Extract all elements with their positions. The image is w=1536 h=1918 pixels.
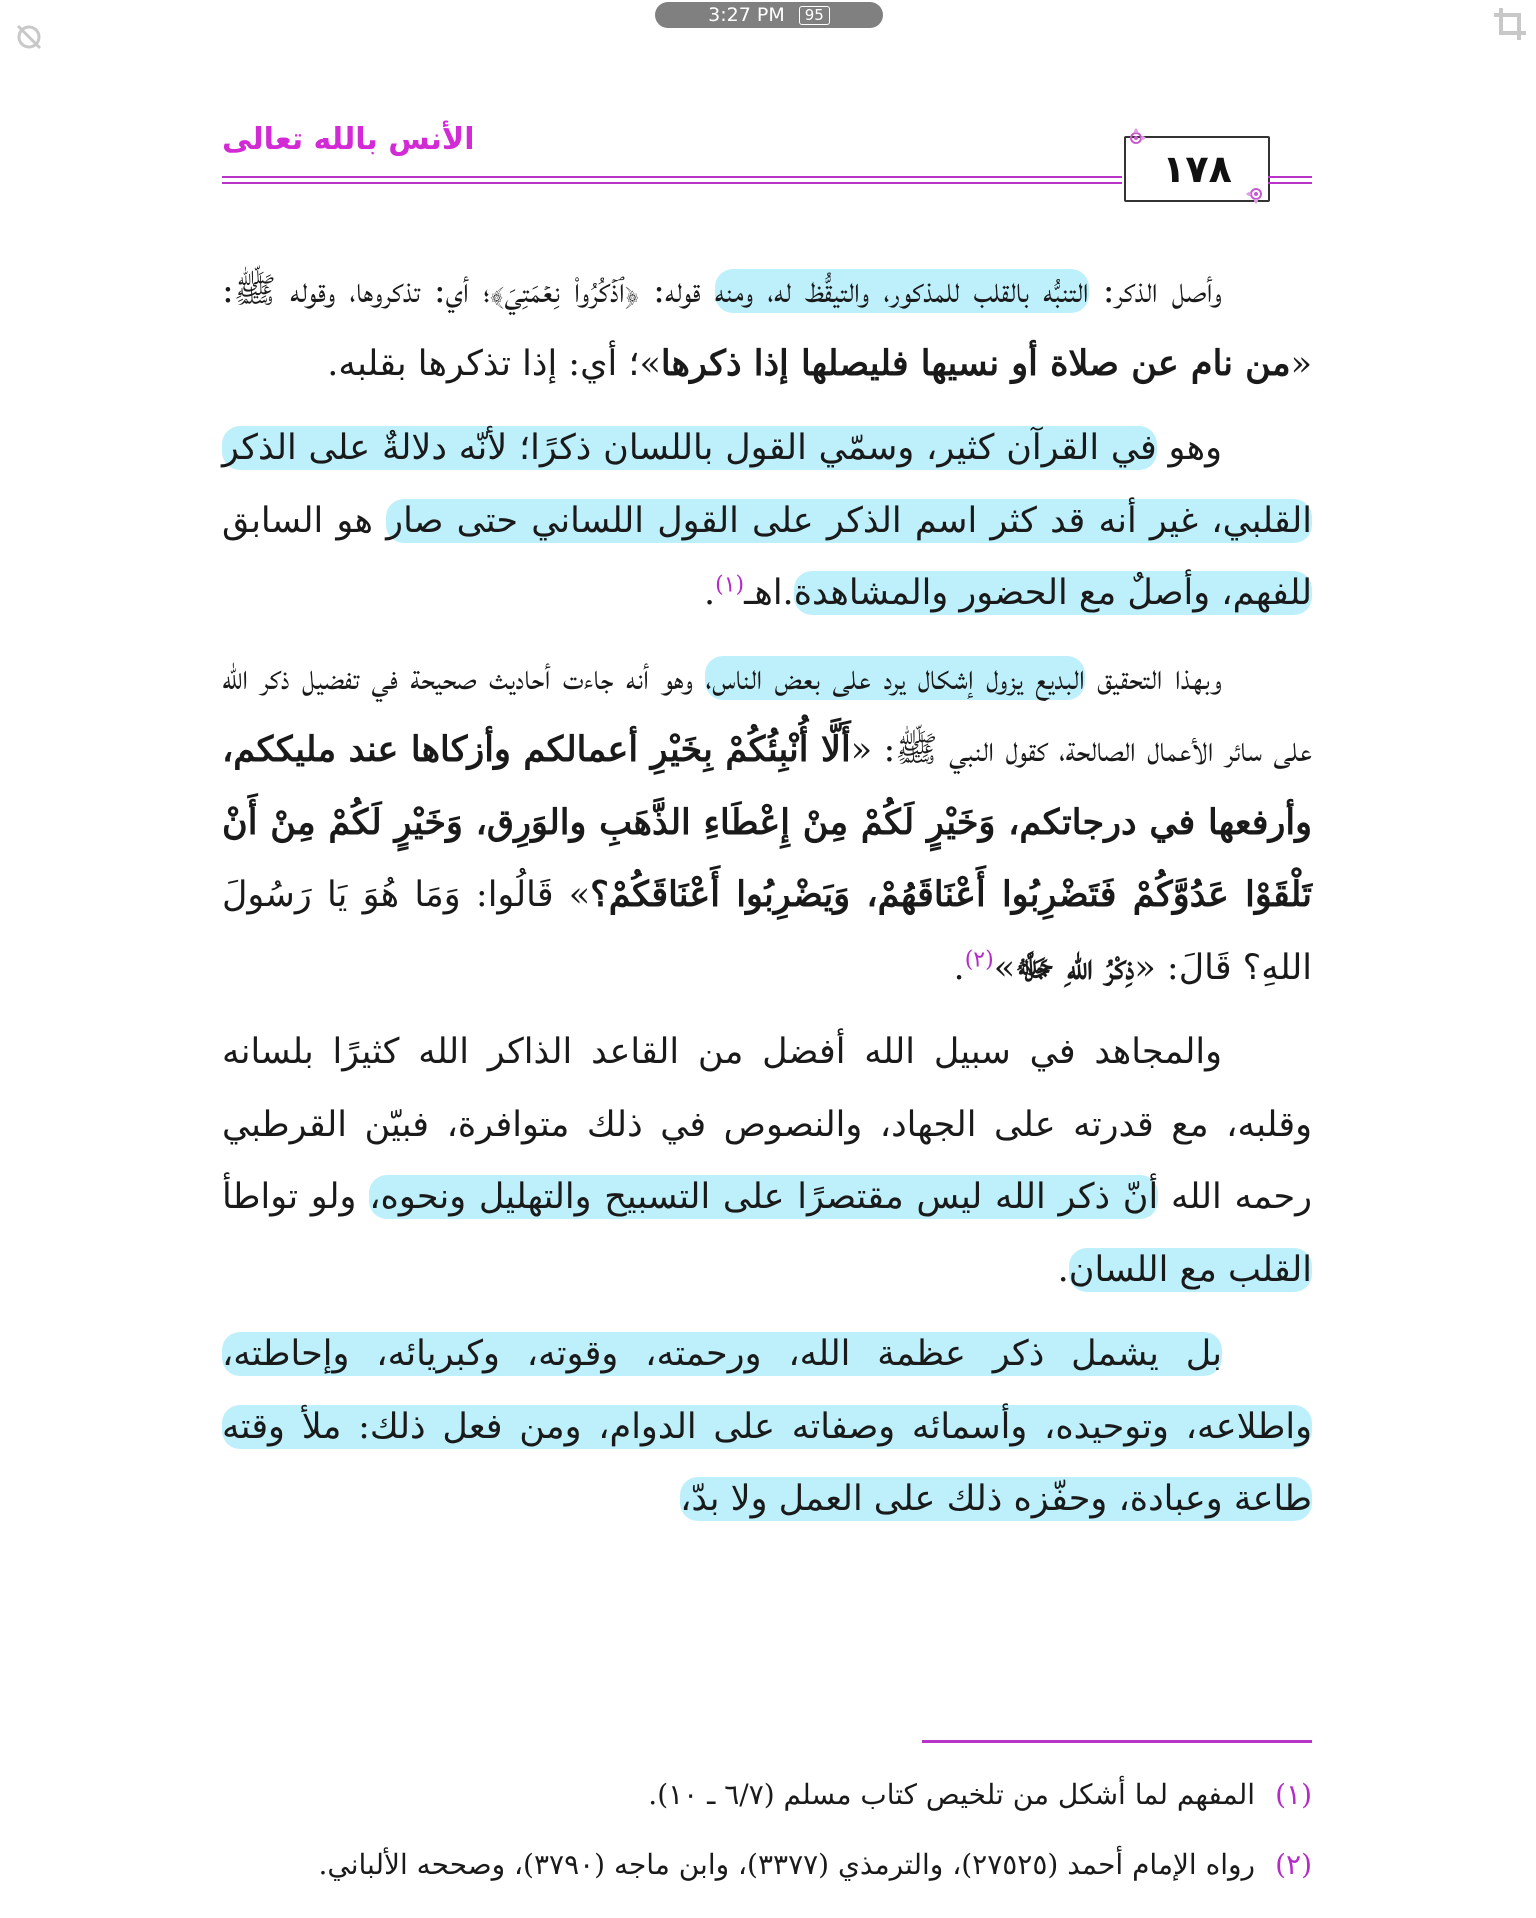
highlight: في القرآن كثير، وسمّي القول باللسان ذكرًا؛ لأنّه دلالةٌ على الذكر القلبي، غير أنه قد كثر اسم الذكر على القول اللساني حتى صار: [222, 428, 1313, 541]
hadith-text: من نام عن صلاة أو نسيها فليصلها إذا ذكرها: [660, 342, 1291, 384]
highlight: أنّ ذكر الله ليس مقتصرًا على التسبيح والتهليل ونحوه،: [369, 1177, 1159, 1217]
crop-icon[interactable]: [1492, 6, 1528, 42]
header-rule: [222, 176, 1122, 178]
paragraph: وأصل الذكر: التنبُّه بالقلب للمذكور، والتيقُّظ له، ومنه قوله: ﴿ٱذۡكُرُواْ نِعۡمَتِيَ﴾؛ أي: تذكروها، وقوله ﷺ: «من نام عن صلاة أو نسيها فليصلها إذا ذكرها»؛ أي: إذا تذكرها بقلبه.: [222, 271, 1312, 384]
header-rule: [1268, 182, 1312, 184]
hadith-text: ذِكْرُ اللهِ ﷻ: [1015, 946, 1135, 988]
highlight: القلب مع اللسان: [1068, 1249, 1312, 1290]
do-not-disturb-icon[interactable]: [12, 20, 46, 54]
highlight: للفهم، وأصلٌ مع الحضور والمشاهدة: [793, 573, 1312, 613]
footnote-ref[interactable]: (٢): [964, 946, 994, 972]
book-title: الأنس بالله تعالى: [222, 122, 475, 157]
paragraph: وبهذا التحقيق البديع يزول إشكال يرد على بعض الناس، وهو أنه جاءت أحاديث صحيحة في تفضيل ذكر الله على سائر الأعمال الصالحة، كقول النبي ﷺ: «أَلَّا أُنْبِئُكُمْ بِخَيْرِ أعمالكم وأزكاها عند مليككم، وأرفعها في درجاتكم، وَخَيْرٍ لَكُمْ مِنْ إِعْطَاءِ الذَّهَبِ والوَرِق، وَخَيْرٍ لَكُمْ مِنْ أَنْ تَلْقَوْا عَدُوَّكُمْ فَتَضْرِبُوا أَعْنَاقَهُمْ، وَيَضْرِبُوا أَعْنَاقَكُمْ؟» قَالُوا: وَمَا هُوَ يَا رَسُولَ اللهِ؟ قَالَ: «ذِكْرُ اللهِ ﷻ»$^{(٢)}$.: [222, 657, 1312, 988]
header-rule: [222, 182, 1122, 184]
flower-ornament-icon: [1244, 182, 1268, 206]
highlight: التنبُّه بالقلب للمذكور، والتيقُّظ له، ومنه: [714, 271, 1089, 311]
footnote-text: رواه الإمام أحمد (٢٧٥٢٥)، والترمذي (٣٣٧٧)، وابن ماجه (٣٧٩٠)، وصححه الألباني.: [318, 1848, 1256, 1881]
battery-indicator: 95: [799, 6, 830, 25]
paragraph: وهو في القرآن كثير، وسمّي القول باللسان ذكرًا؛ لأنّه دلالةٌ على الذكر القلبي، غير أنه قد كثر اسم الذكر على القول اللساني حتى صار هو السابق للفهم، وأصلٌ مع الحضور والمشاهدة.اهـ$^{(١)}$.: [222, 428, 1313, 613]
page-number: ١٧٨: [1124, 136, 1270, 202]
status-bar: [655, 2, 883, 28]
footnote: [222, 1762, 1312, 1828]
page-body: [222, 255, 1312, 1548]
status-time: 3:27 PM: [708, 4, 785, 26]
footnote-text: المفهم لما أشكل من تلخيص كتاب مسلم (٦/٧ ـ ١٠).: [648, 1778, 1256, 1811]
footnote: [222, 1832, 1312, 1898]
footnotes: [222, 1762, 1312, 1902]
highlight: بل يشمل ذكر عظمة الله، ورحمته، وقوته، وكبريائه، وإحاطته، واطلاعه، وتوحيده، وأسمائه وصفاته على الدوام، ومن فعل ذلك: ملأ وقته طاعة وعبادة، وحفّزه ذلك على العمل ولا بدّ،: [222, 1334, 1312, 1519]
paragraph: [222, 1318, 1312, 1536]
paragraph: والمجاهد في سبيل الله أفضل من القاعد الذاكر الله كثيرًا بلسانه وقلبه، مع قدرته على الجهاد، والنصوص في ذلك متوافرة، فبيّن القرطبي رحمه الله أنّ ذكر الله ليس مقتصرًا على التسبيح والتهليل ونحوه، ولو تواطأ القلب مع اللسان.: [222, 1032, 1312, 1290]
hadith-text: أَلَّا أُنْبِئُكُمْ بِخَيْرِ أعمالكم وأزكاها عند مليككم، وأرفعها في درجاتكم، وَخَيْرٍ لَكُمْ مِنْ إِعْطَاءِ الذَّهَبِ والوَرِق، وَخَيْرٍ لَكُمْ مِنْ أَنْ تَلْقَوْا عَدُوَّكُمْ فَتَضْرِبُوا أَعْنَاقَهُمْ، وَيَضْرِبُوا أَعْنَاقَكُمْ؟: [222, 729, 1312, 915]
footnote-marker: (٢): [1275, 1848, 1312, 1881]
flower-ornament-icon: [1124, 126, 1148, 150]
highlight: البديع يزول إشكال يرد على بعض الناس،: [705, 657, 1085, 698]
header-rule: [1268, 176, 1312, 178]
footnote-marker: (١): [1275, 1778, 1312, 1811]
footnote-rule: [922, 1740, 1312, 1743]
footnote-ref[interactable]: (١): [715, 572, 745, 598]
